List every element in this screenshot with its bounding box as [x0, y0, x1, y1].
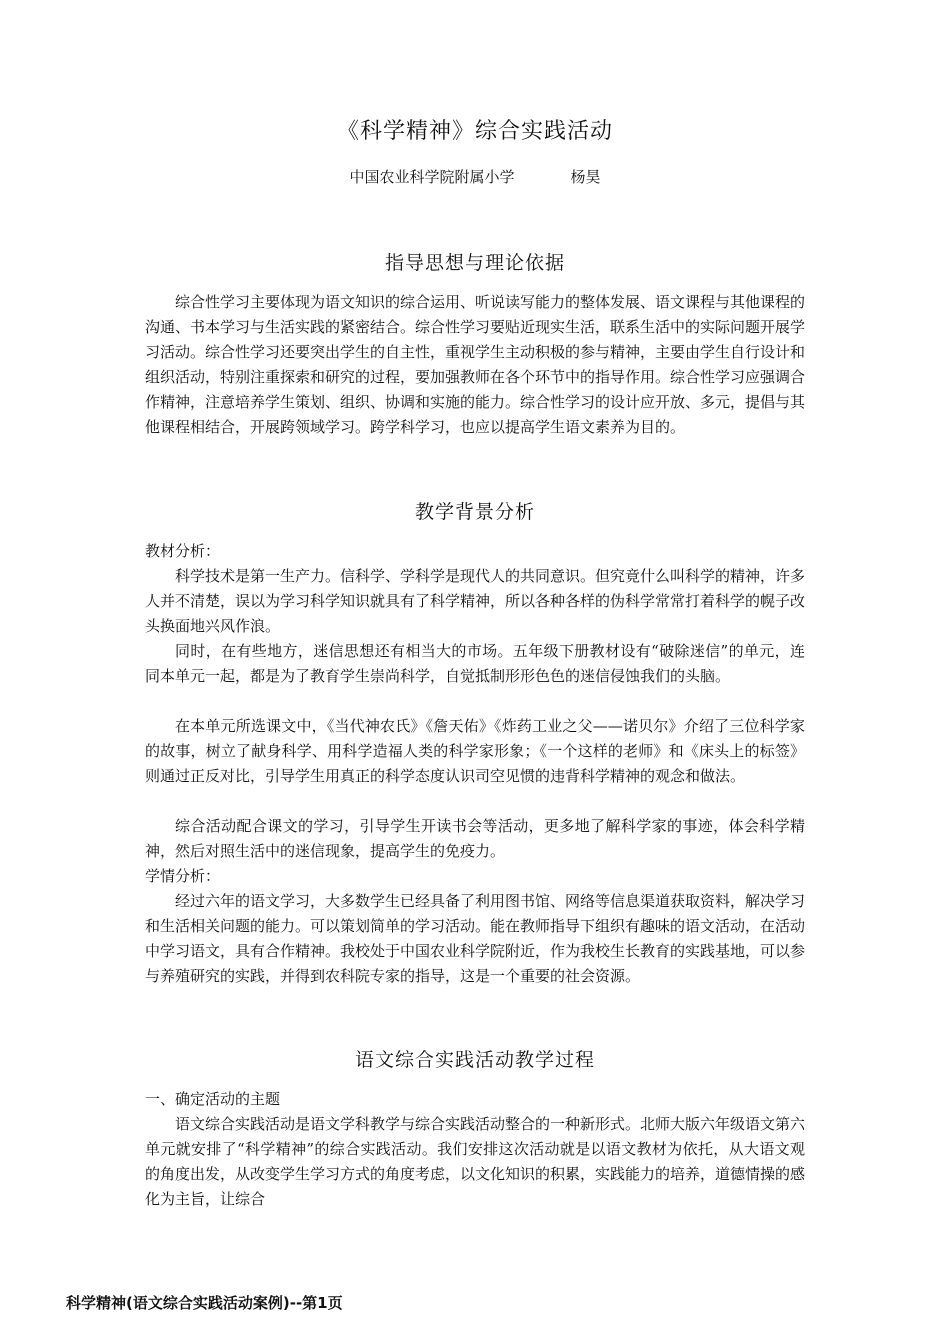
step1-paragraph-1: 语文综合实践活动是语文学科教学与综合实践活动整合的一种新形式。北师大版六年级语文第六单元就安排了“科学精神”的综合实践活动。我们安排这次活动就是以语文教材为依托，从大语文观的角度出发，从改变学生学习方式的角度考虑，以文化知识的积累，实践能力的培养，道德情操的感化为主旨，让综合 [145, 1115, 806, 1208]
material-paragraph-2: 同时，在有些地方，迷信思想还有相当大的市场。五年级下册教材设有“破除迷信”的单元，连同本单元一起，都是为了教育学生崇尚科学，自觉抵制形形色色的迷信侵蚀我们的头脑。 [145, 642, 805, 685]
document-title: 《科学精神》综合实践活动 [336, 119, 613, 144]
section-heading-process: 语文综合实践活动教学过程 [354, 1049, 595, 1071]
author-line [0, 166, 950, 187]
material-paragraph-3: 在本单元所选课文中，《当代神农氏》《詹天佑》《炸药工业之父——诺贝尔》介绍了三位科学家的故事，树立了献身科学、用科学造福人类的科学家形象；《一个这样的老师》和《床头上的标签》则通过正反对比，引导学生用真正的科学态度认识司空见惯的违背科学精神的观念和做法。 [145, 717, 805, 785]
material-paragraph-1: 科学技术是第一生产力。信科学、学科学是现代人的共同意识。但究竟什么叫科学的精神，许多人并不清楚，误以为学习科学知识就具有了科学精神，所以各种各样的伪科学常常打着科学的幌子改头换面地兴风作浪。 [145, 567, 806, 635]
student-paragraph-1: 经过六年的语文学习，大多数学生已经具备了利用图书馆、网络等信息渠道获取资料，解决学习和生活相关问题的能力。可以策划简单的学习活动。能在教师指导下组织有趣味的语文活动，在活动中学习语文，具有合作精神。我校处于中国农业科学院附近，作为我校生长教育的实践基地，可以参与养殖研究的实践，并得到农科院专家的指导，这是一个重要的社会资源。 [145, 892, 806, 985]
section-heading-background: 教学背景分析 [414, 501, 535, 523]
student-analysis-label: 学情分析： [145, 867, 221, 885]
school-name: 中国农业科学院附属小学 [349, 168, 515, 186]
material-analysis-label: 教材分析： [145, 542, 221, 560]
material-paragraph-4: 综合活动配合课文的学习，引导学生开读书会等活动，更多地了解科学家的事迹，体会科学精神，然后对照生活中的迷信现象，提高学生的免疫力。 [145, 817, 805, 860]
section-heading-guiding: 指导思想与理论依据 [384, 252, 565, 274]
guiding-paragraph: 综合性学习主要体现为语文知识的综合运用、听说读写能力的整体发展、语文课程与其他课程的沟通、书本学习与生活实践的紧密结合。综合性学习要贴近现实生活，联系生活中的实际问题开展学习活动。综合性学习还要突出学生的自主性，重视学生主动积极的参与精神，主要由学生自行设计和组织活动，特别注重探索和研究的过程，要加强教师在各个环节中的指导作用。综合性学习应强调合作精神，注意培养学生策划、组织、协调和实施的能力。综合性学习的设计应开放、多元，提倡与其他课程相结合，开展跨领域学习。跨学科学习，也应以提高学生语文素养为目的。 [145, 293, 806, 436]
page-footer: 科学精神(语文综合实践活动案例)--第1页 [66, 1294, 343, 1312]
author-name: 杨昊 [570, 168, 601, 186]
step1-label: 一、确定活动的主题 [145, 1090, 281, 1108]
